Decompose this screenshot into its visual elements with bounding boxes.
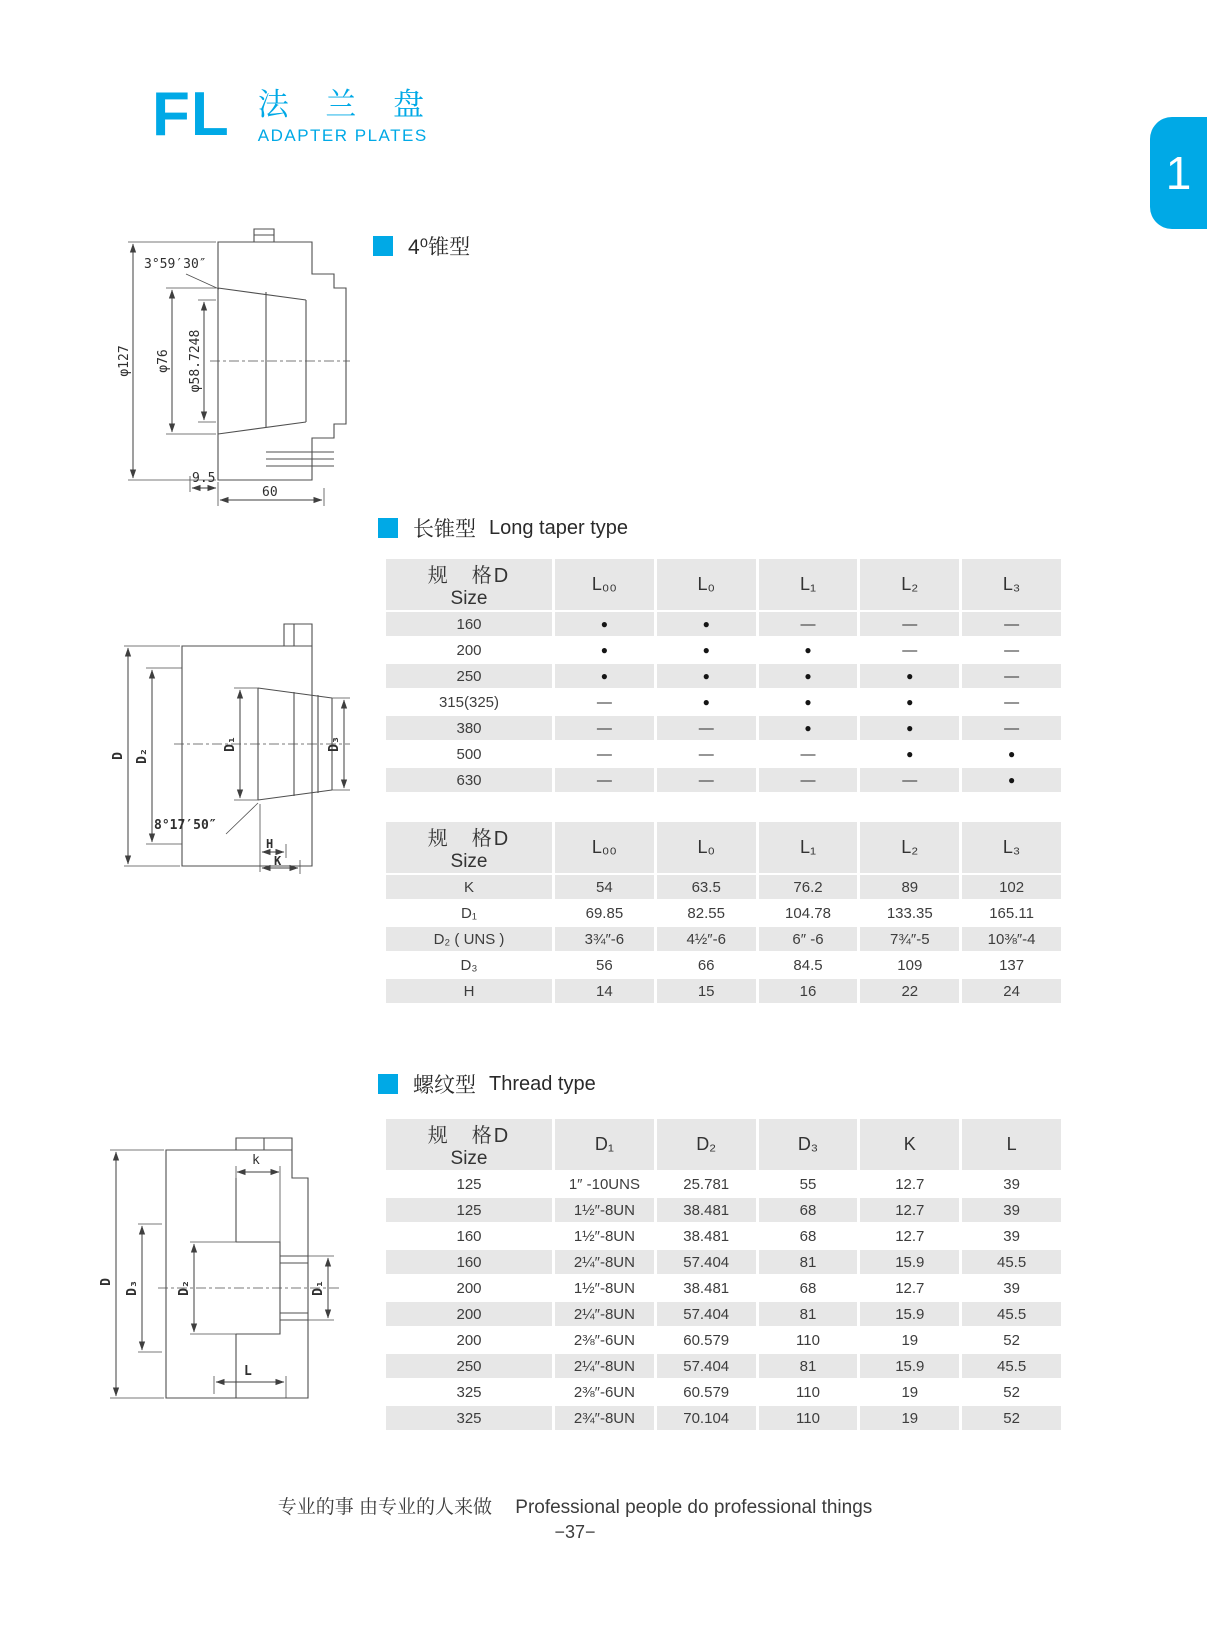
- value-cell: ●: [759, 664, 858, 688]
- value-cell: 12.7: [860, 1172, 959, 1196]
- section-marker-icon: [373, 236, 393, 256]
- thread-drawing: [96, 1112, 346, 1404]
- value-cell: 38.481: [657, 1224, 756, 1248]
- row-label-cell: 200: [386, 638, 552, 662]
- value-cell: 133.35: [860, 901, 959, 925]
- value-cell: 14: [555, 979, 654, 1003]
- section-marker-icon: [378, 518, 398, 538]
- value-cell: 68: [759, 1198, 858, 1222]
- value-cell: —: [555, 716, 654, 740]
- value-cell: 1″ -10UNS: [555, 1172, 654, 1196]
- size-column-header: 规 格D Size: [386, 559, 552, 610]
- value-cell: 45.5: [962, 1250, 1061, 1274]
- value-cell: ●: [860, 716, 959, 740]
- dim-l-label: L: [244, 1364, 252, 1379]
- section-label: 4⁰锥型: [408, 236, 471, 259]
- value-cell: 54: [555, 875, 654, 899]
- value-cell: 104.78: [759, 901, 858, 925]
- row-label-cell: K: [386, 875, 552, 899]
- dim-d2-label: D₂: [177, 1280, 192, 1296]
- value-cell: 4½″-6: [657, 927, 756, 951]
- thread-type-table: [383, 1117, 1064, 1432]
- value-cell: ●: [860, 690, 959, 714]
- value-cell: 45.5: [962, 1302, 1061, 1326]
- table-row: [386, 638, 1061, 662]
- column-header: D₃: [759, 1119, 858, 1170]
- column-header: L₀₀: [555, 822, 654, 873]
- value-cell: —: [759, 768, 858, 792]
- row-label-cell: 500: [386, 742, 552, 766]
- value-cell: 68: [759, 1276, 858, 1300]
- table-row: [386, 1354, 1061, 1378]
- value-cell: ●: [759, 690, 858, 714]
- column-header: D₁: [555, 1119, 654, 1170]
- column-header: L₀: [657, 822, 756, 873]
- value-cell: ●: [657, 638, 756, 662]
- value-cell: 102: [962, 875, 1061, 899]
- value-cell: 110: [759, 1406, 858, 1430]
- value-cell: 60.579: [657, 1328, 756, 1352]
- value-cell: 19: [860, 1380, 959, 1404]
- table-row: [386, 1224, 1061, 1248]
- header-row: [386, 559, 1061, 610]
- row-label-cell: 630: [386, 768, 552, 792]
- dim-d-label: D: [99, 1278, 114, 1286]
- slogan-chinese: 专业的事 由专业的人来做: [277, 1497, 492, 1518]
- table-row: [386, 742, 1061, 766]
- value-cell: 1½″-8UN: [555, 1224, 654, 1248]
- value-cell: 39: [962, 1172, 1061, 1196]
- value-cell: 60.579: [657, 1380, 756, 1404]
- value-cell: 39: [962, 1224, 1061, 1248]
- value-cell: 57.404: [657, 1354, 756, 1378]
- row-label-cell: 325: [386, 1406, 552, 1430]
- dim-offset-label: 9.5: [192, 471, 216, 486]
- value-cell: 1½″-8UN: [555, 1276, 654, 1300]
- dim-h-label: H: [266, 837, 274, 851]
- dim-d1-label: D₁: [311, 1280, 326, 1296]
- value-cell: 7¾″-5: [860, 927, 959, 951]
- value-cell: 66: [657, 953, 756, 977]
- size-column-header: 规 格D Size: [386, 822, 552, 873]
- column-header: L₀₀: [555, 559, 654, 610]
- row-label-cell: 125: [386, 1198, 552, 1222]
- title-chinese: 法 兰 盘: [257, 87, 438, 122]
- value-cell: 16: [759, 979, 858, 1003]
- table-row: [386, 1198, 1061, 1222]
- table-row: [386, 1302, 1061, 1326]
- table-row: [386, 716, 1061, 740]
- column-header: L₀: [657, 559, 756, 610]
- value-cell: 19: [860, 1406, 959, 1430]
- row-label-cell: 160: [386, 612, 552, 636]
- dim-mid-dia-label: φ76: [156, 349, 171, 373]
- column-header: L₁: [759, 559, 858, 610]
- value-cell: 63.5: [657, 875, 756, 899]
- product-titles: [258, 86, 438, 146]
- dim-d2-label: D₂: [135, 748, 150, 764]
- section-label-en: Thread type: [489, 1072, 596, 1095]
- column-header: L₂: [860, 559, 959, 610]
- table-row: [386, 1380, 1061, 1404]
- dim-outer-dia-label: φ127: [117, 345, 132, 377]
- value-cell: —: [759, 612, 858, 636]
- page-number: −37−: [554, 1522, 596, 1542]
- value-cell: —: [555, 768, 654, 792]
- table-row: [386, 979, 1061, 1003]
- dim-k-label: K: [274, 854, 282, 868]
- table-row: [386, 1276, 1061, 1300]
- value-cell: 38.481: [657, 1198, 756, 1222]
- value-cell: 45.5: [962, 1354, 1061, 1378]
- value-cell: 76.2: [759, 875, 858, 899]
- value-cell: 57.404: [657, 1302, 756, 1326]
- value-cell: 12.7: [860, 1276, 959, 1300]
- value-cell: —: [860, 612, 959, 636]
- table-row: [386, 612, 1061, 636]
- value-cell: —: [759, 742, 858, 766]
- value-cell: ●: [657, 690, 756, 714]
- value-cell: 2¼″-8UN: [555, 1354, 654, 1378]
- value-cell: 2¾″-8UN: [555, 1406, 654, 1430]
- value-cell: 6″ -6: [759, 927, 858, 951]
- value-cell: 3¾″-6: [555, 927, 654, 951]
- value-cell: 57.404: [657, 1250, 756, 1274]
- value-cell: 52: [962, 1380, 1061, 1404]
- value-cell: 2⅜″-6UN: [555, 1328, 654, 1352]
- chapter-tab: 1: [1150, 117, 1207, 229]
- table-row: [386, 927, 1061, 951]
- value-cell: 165.11: [962, 901, 1061, 925]
- value-cell: 12.7: [860, 1198, 959, 1222]
- header-row: [386, 1119, 1061, 1170]
- value-cell: ●: [860, 664, 959, 688]
- value-cell: 70.104: [657, 1406, 756, 1430]
- value-cell: ●: [657, 612, 756, 636]
- row-label-cell: 380: [386, 716, 552, 740]
- value-cell: 25.781: [657, 1172, 756, 1196]
- value-cell: —: [657, 716, 756, 740]
- product-code: FL: [152, 80, 230, 149]
- row-label-cell: 160: [386, 1250, 552, 1274]
- taper4-drawing: [116, 226, 352, 508]
- value-cell: —: [962, 612, 1061, 636]
- value-cell: —: [962, 690, 1061, 714]
- value-cell: —: [962, 638, 1061, 662]
- table-row: [386, 1406, 1061, 1430]
- value-cell: 110: [759, 1380, 858, 1404]
- row-label-cell: 200: [386, 1302, 552, 1326]
- table-row: [386, 1328, 1061, 1352]
- column-header: K: [860, 1119, 959, 1170]
- value-cell: —: [962, 664, 1061, 688]
- size-column-header: 规 格D Size: [386, 1119, 552, 1170]
- value-cell: 81: [759, 1250, 858, 1274]
- value-cell: 52: [962, 1328, 1061, 1352]
- column-header: L₂: [860, 822, 959, 873]
- row-label-cell: 125: [386, 1172, 552, 1196]
- value-cell: 89: [860, 875, 959, 899]
- value-cell: —: [860, 638, 959, 662]
- value-cell: 55: [759, 1172, 858, 1196]
- value-cell: —: [555, 742, 654, 766]
- value-cell: 15.9: [860, 1302, 959, 1326]
- row-label-cell: 325: [386, 1380, 552, 1404]
- value-cell: —: [860, 768, 959, 792]
- value-cell: 1½″-8UN: [555, 1198, 654, 1222]
- dim-d3-label: D₃: [125, 1280, 140, 1296]
- title-english: ADAPTER PLATES: [257, 126, 428, 146]
- column-header: L₃: [962, 559, 1061, 610]
- value-cell: ●: [962, 742, 1061, 766]
- value-cell: ●: [962, 768, 1061, 792]
- section-long-taper: [378, 513, 628, 543]
- value-cell: 68: [759, 1224, 858, 1248]
- value-cell: —: [555, 690, 654, 714]
- section-label-cn: 长锥型: [413, 518, 476, 541]
- dim-d1-label: D₁: [223, 736, 238, 752]
- value-cell: 22: [860, 979, 959, 1003]
- value-cell: 81: [759, 1302, 858, 1326]
- value-cell: —: [657, 742, 756, 766]
- slogan-english: Professional people do professional things: [515, 1497, 873, 1518]
- dim-length-label: 60: [262, 485, 278, 500]
- value-cell: 15: [657, 979, 756, 1003]
- value-cell: ●: [860, 742, 959, 766]
- row-label-cell: D₃: [386, 953, 552, 977]
- value-cell: 38.481: [657, 1276, 756, 1300]
- value-cell: 2⅜″-6UN: [555, 1380, 654, 1404]
- value-cell: ●: [555, 638, 654, 662]
- value-cell: 137: [962, 953, 1061, 977]
- row-label-cell: 200: [386, 1276, 552, 1300]
- header-row: [386, 822, 1061, 873]
- section-label-en: Long taper type: [489, 516, 628, 539]
- value-cell: —: [962, 716, 1061, 740]
- table-row: [386, 1172, 1061, 1196]
- long-taper-dimensions-table: [383, 820, 1064, 1005]
- value-cell: —: [657, 768, 756, 792]
- value-cell: ●: [555, 664, 654, 688]
- table-row: [386, 875, 1061, 899]
- row-label-cell: H: [386, 979, 552, 1003]
- section-marker-icon: [378, 1074, 398, 1094]
- dim-k-label: k: [252, 1153, 260, 1168]
- value-cell: 82.55: [657, 901, 756, 925]
- value-cell: 10⅜″-4: [962, 927, 1061, 951]
- table-row: [386, 953, 1061, 977]
- row-label-cell: 315(325): [386, 690, 552, 714]
- dim-angle-label: 8°17′50″: [154, 818, 217, 833]
- value-cell: 84.5: [759, 953, 858, 977]
- value-cell: 81: [759, 1354, 858, 1378]
- value-cell: ●: [759, 638, 858, 662]
- brand-header: [152, 80, 438, 149]
- value-cell: 110: [759, 1328, 858, 1352]
- value-cell: ●: [657, 664, 756, 688]
- section-thread: [378, 1069, 596, 1099]
- value-cell: ●: [555, 612, 654, 636]
- value-cell: 69.85: [555, 901, 654, 925]
- row-label-cell: D₁: [386, 901, 552, 925]
- dim-bore-dia-label: φ58.7248: [188, 329, 203, 393]
- column-header: L₃: [962, 822, 1061, 873]
- value-cell: 19: [860, 1328, 959, 1352]
- value-cell: 39: [962, 1276, 1061, 1300]
- section-taper4: [373, 231, 470, 261]
- row-label-cell: 250: [386, 664, 552, 688]
- value-cell: 12.7: [860, 1224, 959, 1248]
- row-label-cell: D₂ ( UNS ): [386, 927, 552, 951]
- long-taper-availability-table: [383, 557, 1064, 794]
- dim-d-label: D: [111, 752, 126, 760]
- value-cell: 56: [555, 953, 654, 977]
- value-cell: 39: [962, 1198, 1061, 1222]
- row-label-cell: 160: [386, 1224, 552, 1248]
- column-header: L: [962, 1119, 1061, 1170]
- value-cell: 2¼″-8UN: [555, 1302, 654, 1326]
- row-label-cell: 250: [386, 1354, 552, 1378]
- row-label-cell: 200: [386, 1328, 552, 1352]
- long-taper-drawing: [108, 588, 354, 880]
- column-header: D₂: [657, 1119, 756, 1170]
- dim-d3-label: D₃: [327, 736, 342, 752]
- value-cell: 2¼″-8UN: [555, 1250, 654, 1274]
- table-row: [386, 1250, 1061, 1274]
- dim-angle-label: 3°59′30″: [144, 257, 207, 272]
- table-row: [386, 664, 1061, 688]
- table-row: [386, 690, 1061, 714]
- value-cell: 24: [962, 979, 1061, 1003]
- value-cell: ●: [759, 716, 858, 740]
- column-header: L₁: [759, 822, 858, 873]
- value-cell: 15.9: [860, 1250, 959, 1274]
- value-cell: 109: [860, 953, 959, 977]
- value-cell: 15.9: [860, 1354, 959, 1378]
- value-cell: 52: [962, 1406, 1061, 1430]
- section-label-cn: 螺纹型: [413, 1074, 476, 1097]
- footer-slogan: [0, 1492, 1150, 1519]
- table-row: [386, 901, 1061, 925]
- table-row: [386, 768, 1061, 792]
